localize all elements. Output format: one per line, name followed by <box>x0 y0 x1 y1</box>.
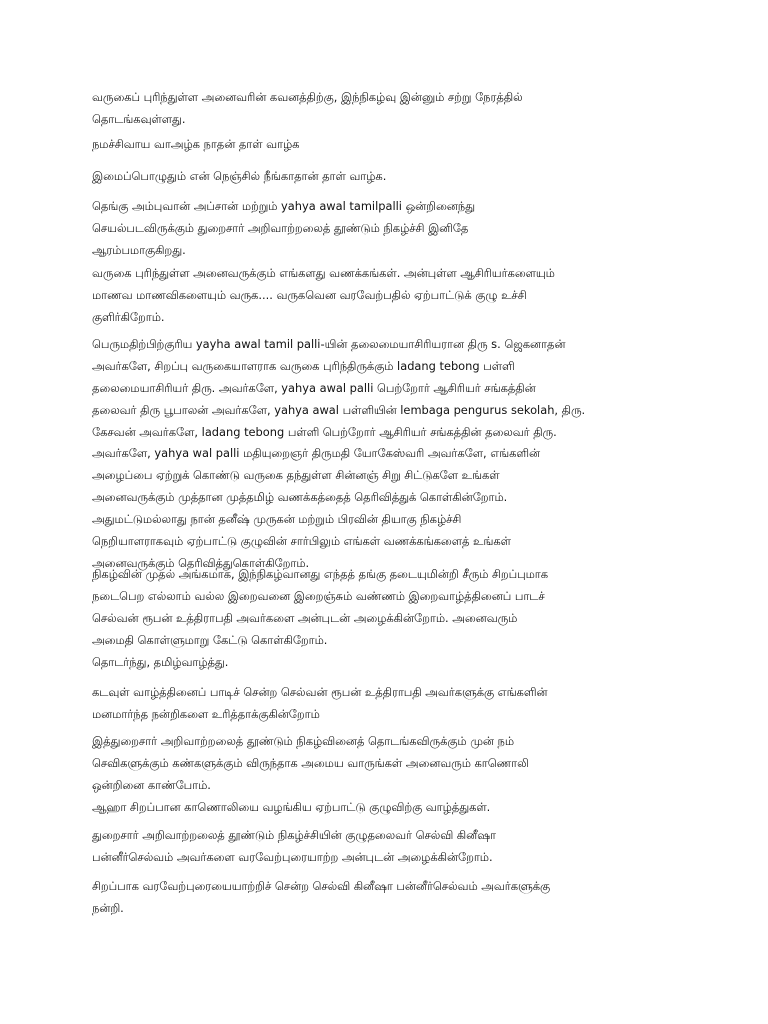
text-line: சிறப்பாக வரவேற்புரையையாற்றிச் சென்ற செல்வி கினீஷா பன்னீர்செல்வம் அவர்களுக்கு <box>92 879 551 893</box>
text-line: ஆஹா சிறப்பான காணொலியை வழங்கிய ஏற்பாட்டு குழுவிற்கு வாழ்த்துகள். <box>92 800 491 814</box>
paragraph <box>92 825 732 869</box>
text-line: வருகை புரிந்துள்ள அனைவருக்கும் எங்களது வணக்கங்கள். அன்புள்ள ஆசிரியர்களையும் <box>92 266 555 280</box>
text-line: தெங்கு அம்புவான் அப்சான் மற்றும் yahya awal tamilpalli ஒன்றினைந்து <box>92 199 475 213</box>
text-line: நெறியாளராகவும் ஏற்பாட்டு குழுவின் சார்பிலும் எங்கள் வணக்கங்களைத் உங்கள் <box>92 534 511 549</box>
text-line: அவர்களே, சிறப்பு வருகையாளராக வருகை புரிந்திருக்கும் ladang tebong பள்ளி <box>92 358 515 373</box>
text-line: இமைப்பொழுதும் என் நெஞ்சில் நீங்காதான் தாள் வாழ்க. <box>92 169 387 183</box>
text-line: அழைப்பை ஏற்றுக் கொண்டு வருகை தந்துள்ள சின்னஞ் சிறு சிட்டுகளே உங்கள் <box>92 468 500 483</box>
paragraph <box>92 797 732 819</box>
text-line: கடவுள் வாழ்த்தினைப் பாடிச் சென்ற செல்வன் ரூபன் உத்திராபதி அவர்களுக்கு எங்களின் <box>92 685 548 699</box>
paragraph <box>92 166 732 188</box>
paragraph <box>92 682 732 726</box>
text-line: இத்துறைசார் அறிவாற்றலைத் தூண்டும் நிகழ்வினைத் தொடங்கவிருக்கும் முன் நம் <box>92 734 514 748</box>
text-line: பெருமதிற்பிற்குரிய yayha awal tamil palli-யின் தலைமையாசிரியரான திரு s. ஜெகனாதன் <box>92 337 566 351</box>
text-line: மாணவ மாணவிகளையும் வருக.... வருகவென வரவேற்பதில் ஏற்பாட்டுக் குழு உச்சி <box>92 287 527 302</box>
text-line: குளிர்கிறோம். <box>92 309 165 324</box>
text-line: தொடங்கவுள்ளது. <box>92 111 186 126</box>
text-line: நடைபெற எல்லாம் வல்ல இறைவனை இறைஞ்சும் வண்ணம் இறைவாழ்த்தினைப் பாடச் <box>92 588 545 603</box>
text-line: அமைதி கொள்ளுமாறு கேட்டு கொள்கிறோம். <box>92 632 328 647</box>
paragraph <box>92 564 732 652</box>
text-line: வருகைப் புரிந்துள்ள அனைவரின் கவனத்திற்கு, இந்நிகழ்வு இன்னும் சற்று நேரத்தில் <box>92 90 523 104</box>
text-line: அனைவருக்கும் தெரிவித்துகொள்கிறோம். <box>92 555 310 570</box>
text-line: துறைசார் அறிவாற்றலைத் தூண்டும் நிகழ்ச்சியின் குழுதலைவர் செல்வி கினீஷா <box>92 828 496 842</box>
text-line: செல்வன் ரூபன் உத்திராபதி அவர்களை அன்புடன் அழைக்கின்றோம். அனைவரும் <box>92 610 518 625</box>
text-line: தலைமையாசிரியர் திரு. அவர்களே, yahya awal palli பெற்றோர் ஆசிரியர் சங்கத்தின் <box>92 380 536 395</box>
paragraph <box>92 196 732 262</box>
paragraph <box>92 652 732 674</box>
text-line: அதுமட்டுமல்லாது நான் தனீஷ் முருகன் மற்றும் பிரவின் தியாகு நிகழ்ச்சி <box>92 512 462 527</box>
text-line: செயல்படவிருக்கும் துறைசார் அறிவாற்றலைத் தூண்டும் நிகழ்ச்சி இனிதே <box>92 220 469 235</box>
paragraph <box>92 334 732 575</box>
text-line: அவர்களே, yahya wal palli மதியுறைஞர் திருமதி யோகேஸ்வரி அவர்களே, எங்களின் <box>92 446 541 461</box>
paragraph <box>92 134 732 156</box>
text-line: மனமார்ந்த நன்றிகளை உரித்தாக்குகின்றோம் <box>92 706 320 721</box>
paragraph <box>92 263 732 329</box>
text-line: நமச்சிவாய வாஅழ்க நாதன் தாள் வாழ்க <box>92 137 300 151</box>
text-line: தலைவர் திரு பூபாலன் அவர்களே, yahya awal பள்ளியின் lembaga pengurus sekolah, திரு. <box>92 402 586 417</box>
paragraph <box>92 731 732 797</box>
text-line: கேசவன் அவர்களே, ladang tebong பள்ளி பெற்றோர் ஆசிரியர் சங்கத்தின் தலைவர் திரு. <box>92 424 557 439</box>
text-line: பன்னீர்செல்வம் அவர்களை வரவேற்புரையாற்ற அன்புடன் அழைக்கின்றோம். <box>92 849 493 864</box>
text-line: ஒன்றினை காண்போம். <box>92 777 211 792</box>
paragraph <box>92 876 732 920</box>
paragraph <box>92 87 732 131</box>
text-line: நன்றி. <box>92 900 124 915</box>
text-line: நிகழ்வின் முதல் அங்கமாக, இந்நிகழ்வானது எந்தத் தங்கு தடையுமின்றி சீரும் சிறப்புமாக <box>92 567 549 581</box>
text-line: அனைவருக்கும் முத்தான முத்தமிழ் வணக்கத்தைத் தெரிவித்துக் கொள்கின்றோம். <box>92 490 508 505</box>
text-line: தொடர்ந்து, தமிழ்வாழ்த்து. <box>92 655 229 669</box>
text-line: செவிகளுக்கும் கண்களுக்கும் விருந்தாக அமைய வாருங்கள் அனைவரும் காணொலி <box>92 755 529 770</box>
text-line: ஆரம்பமாகுகிறது. <box>92 242 186 257</box>
